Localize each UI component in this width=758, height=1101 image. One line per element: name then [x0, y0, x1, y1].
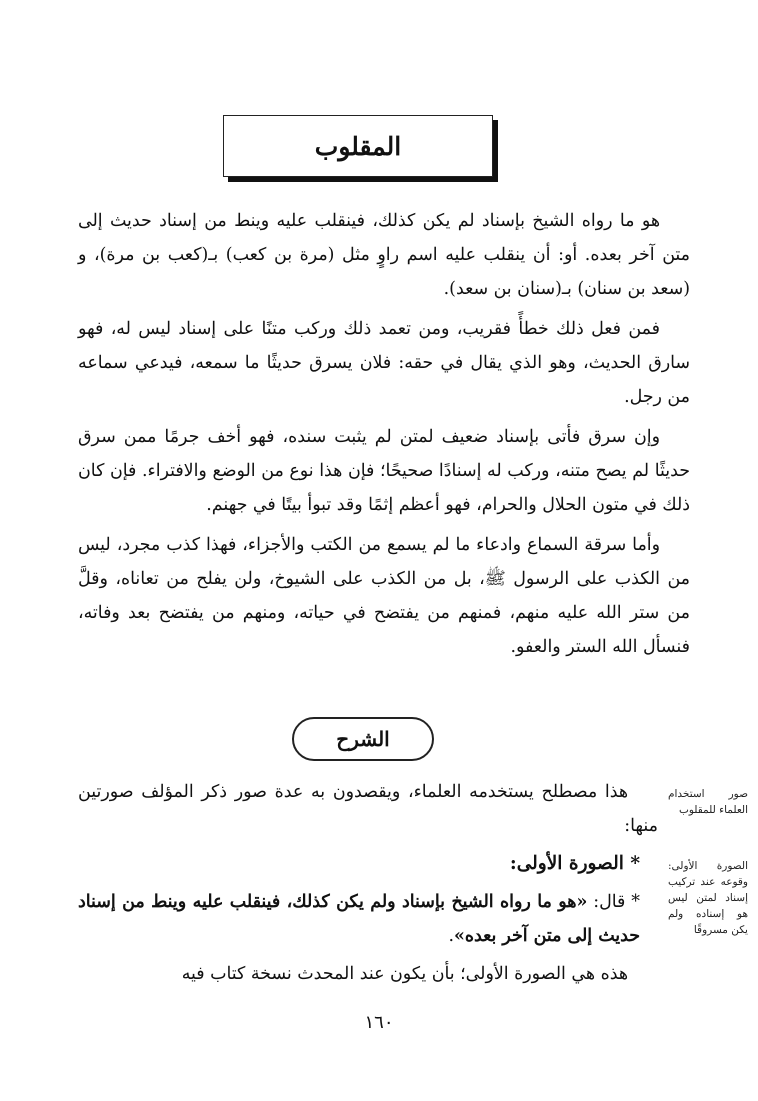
commentary-quote: [78, 885, 658, 953]
main-paragraph-1: هو ما رواه الشيخ بإسناد لم يكن كذلك، فينقلب عليه وينط من إسناد حديث إلى متن آخر بعده. أو: أن ينقلب عليه اسم راوٍ مثل (مرة بن كعب) بـ(كعب بن مرة)، و (سعد بن سنان) بـ(سنان بن سعد).: [78, 211, 690, 299]
commentary-explanation: هذه هي الصورة الأولى؛ بأن يكون عند المحدث نسخة كتاب فيه: [181, 964, 628, 984]
quote-suffix: .: [448, 926, 455, 946]
sharh-label-box: [292, 717, 434, 761]
commentary-intro: هذا مصطلح يستخدمه العلماء، ويقصدون به عدة صور ذكر المؤلف صورتين منها:: [78, 782, 658, 836]
page-number: ١٦٠: [364, 1012, 394, 1033]
quote-prefix: * قال:: [587, 892, 640, 912]
chapter-title-box: [223, 115, 493, 177]
main-paragraph-3: وإن سرق فأتى بإسناد ضعيف لمتن لم يثبت سنده، فهو أخف جرمًا ممن سرق حديثًا لم يصح متنه، وركب له إسنادًا صحيحًا؛ فإن هذا نوع من الوضع والافتراء. فإن كان ذلك في متون الحلال والحرام، فهو أعظم إثمًا وقد تبوأ بيتًا في جهنم.: [78, 427, 690, 515]
main-text: [78, 204, 690, 670]
margin-note-2: الصورة الأولى: وقوعه عند تركيب إسناد لمتن ليس هو إسناده ولم يكن مسروقًا: [668, 860, 748, 936]
main-paragraph-2: فمن فعل ذلك خطأً فقريب، ومن تعمد ذلك وركب متنًا على إسناد ليس له، فهو سارق الحديث، وهو الذي يقال في حقه: فلان يسرق حديثًا ما سمعه، فيدعي سماعه من رجل.: [78, 319, 690, 407]
commentary-heading: * الصورة الأولى:: [509, 853, 640, 874]
margin-note-1: صور استخدام العلماء للمقلوب: [668, 788, 748, 816]
quote-bold: «هو ما رواه الشيخ بإسناد ولم يكن كذلك، فينقلب عليه وينط من إسناد حديث إلى متن آخر بعده»: [78, 892, 640, 946]
chapter-title: المقلوب: [314, 131, 402, 161]
main-paragraph-4: وأما سرقة السماع وادعاء ما لم يسمع من الكتب والأجزاء، فهذا كذب مجرد، ليس من الكذب على الرسول ﷺ، بل من الكذب على الشيوخ، ولن يفلح من تعاناه، وقلَّ من ستر الله عليه منهم، فمنهم من يفتضح في حياته، ومنهم من يفتضح بعد وفاته، فنسأل الله الستر والعفو.: [78, 535, 690, 657]
commentary: [78, 775, 658, 995]
sharh-label: الشرح: [336, 727, 390, 751]
